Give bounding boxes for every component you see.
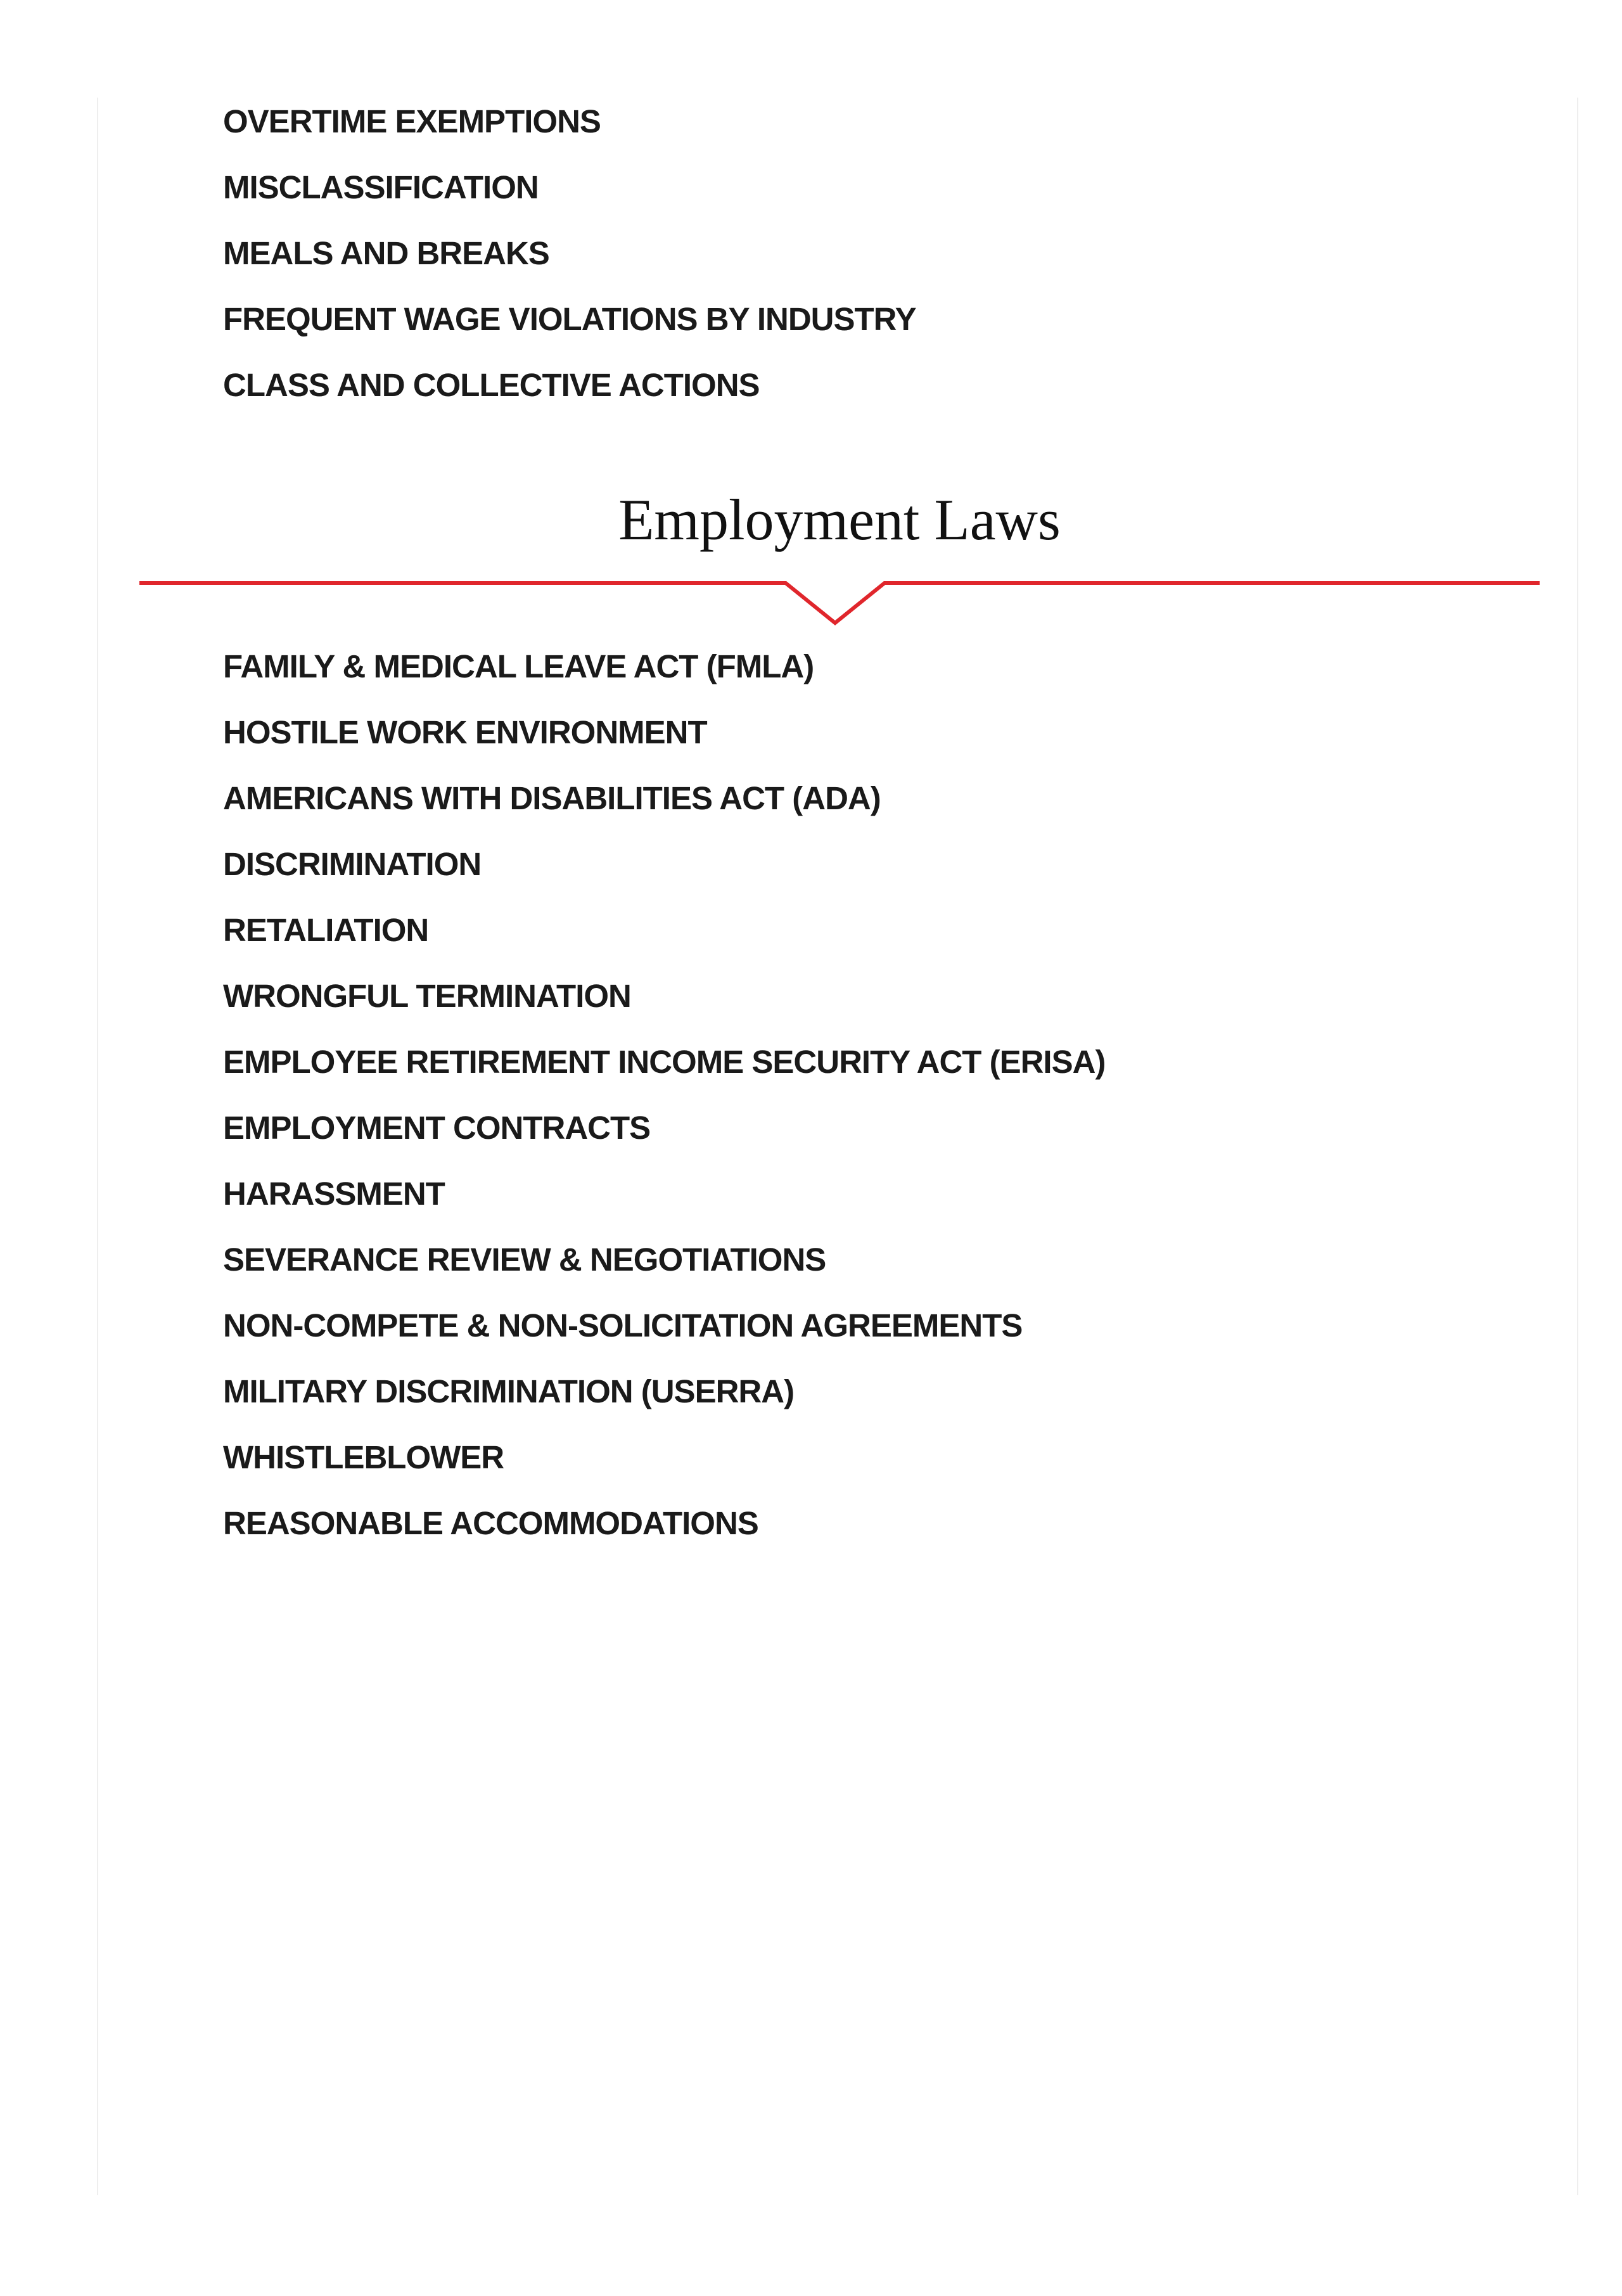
list-item bbox=[223, 1227, 1105, 1293]
list-item bbox=[223, 963, 1105, 1029]
link-discrimination[interactable]: DISCRIMINATION bbox=[223, 846, 482, 882]
link-military-discrimination[interactable]: MILITARY DISCRIMINATION (USERRA) bbox=[223, 1373, 795, 1409]
link-retaliation[interactable]: RETALIATION bbox=[223, 912, 429, 948]
section-divider bbox=[139, 574, 1540, 631]
link-ada[interactable]: AMERICANS WITH DISABILITIES ACT (ADA) bbox=[223, 780, 881, 816]
list-item bbox=[223, 897, 1105, 963]
link-misclassification[interactable]: MISCLASSIFICATION bbox=[223, 169, 539, 205]
divider-chevron bbox=[139, 583, 1540, 623]
link-severance-review[interactable]: SEVERANCE REVIEW & NEGOTIATIONS bbox=[223, 1241, 826, 1278]
list-item bbox=[223, 1425, 1105, 1491]
list-item bbox=[223, 1029, 1105, 1095]
link-reasonable-accommodations[interactable]: REASONABLE ACCOMMODATIONS bbox=[223, 1505, 758, 1541]
link-frequent-wage-violations[interactable]: FREQUENT WAGE VIOLATIONS BY INDUSTRY bbox=[223, 301, 916, 337]
list-item bbox=[223, 89, 916, 155]
link-harassment[interactable]: HARASSMENT bbox=[223, 1176, 445, 1212]
section-heading: Employment Laws bbox=[618, 487, 1061, 552]
list-item bbox=[223, 1095, 1105, 1161]
list-item bbox=[223, 634, 1105, 700]
link-meals-and-breaks[interactable]: MEALS AND BREAKS bbox=[223, 235, 549, 271]
list-item bbox=[223, 352, 916, 418]
link-hostile-work-environment[interactable]: HOSTILE WORK ENVIRONMENT bbox=[223, 714, 707, 750]
employment-laws-list bbox=[223, 634, 1105, 1556]
list-item bbox=[223, 700, 1105, 766]
list-item bbox=[223, 1491, 1105, 1556]
list-item bbox=[223, 1359, 1105, 1425]
list-item bbox=[223, 155, 916, 221]
list-item bbox=[223, 1293, 1105, 1359]
list-item bbox=[223, 1161, 1105, 1227]
link-employment-contracts[interactable]: EMPLOYMENT CONTRACTS bbox=[223, 1110, 651, 1146]
link-non-compete[interactable]: NON-COMPETE & NON-SOLICITATION AGREEMENTS bbox=[223, 1307, 1023, 1344]
link-class-collective-actions[interactable]: CLASS AND COLLECTIVE ACTIONS bbox=[223, 367, 760, 403]
link-fmla[interactable]: FAMILY & MEDICAL LEAVE ACT (FMLA) bbox=[223, 648, 814, 684]
link-erisa[interactable]: EMPLOYEE RETIREMENT INCOME SECURITY ACT (ERISA) bbox=[223, 1044, 1106, 1080]
link-wrongful-termination[interactable]: WRONGFUL TERMINATION bbox=[223, 978, 631, 1014]
link-overtime-exemptions[interactable]: OVERTIME EXEMPTIONS bbox=[223, 103, 601, 139]
list-item bbox=[223, 831, 1105, 897]
link-whistleblower[interactable]: WHISTLEBLOWER bbox=[223, 1439, 504, 1475]
list-item bbox=[223, 766, 1105, 831]
list-item bbox=[223, 221, 916, 286]
list-item bbox=[223, 286, 916, 352]
wage-topics-list bbox=[223, 89, 916, 418]
